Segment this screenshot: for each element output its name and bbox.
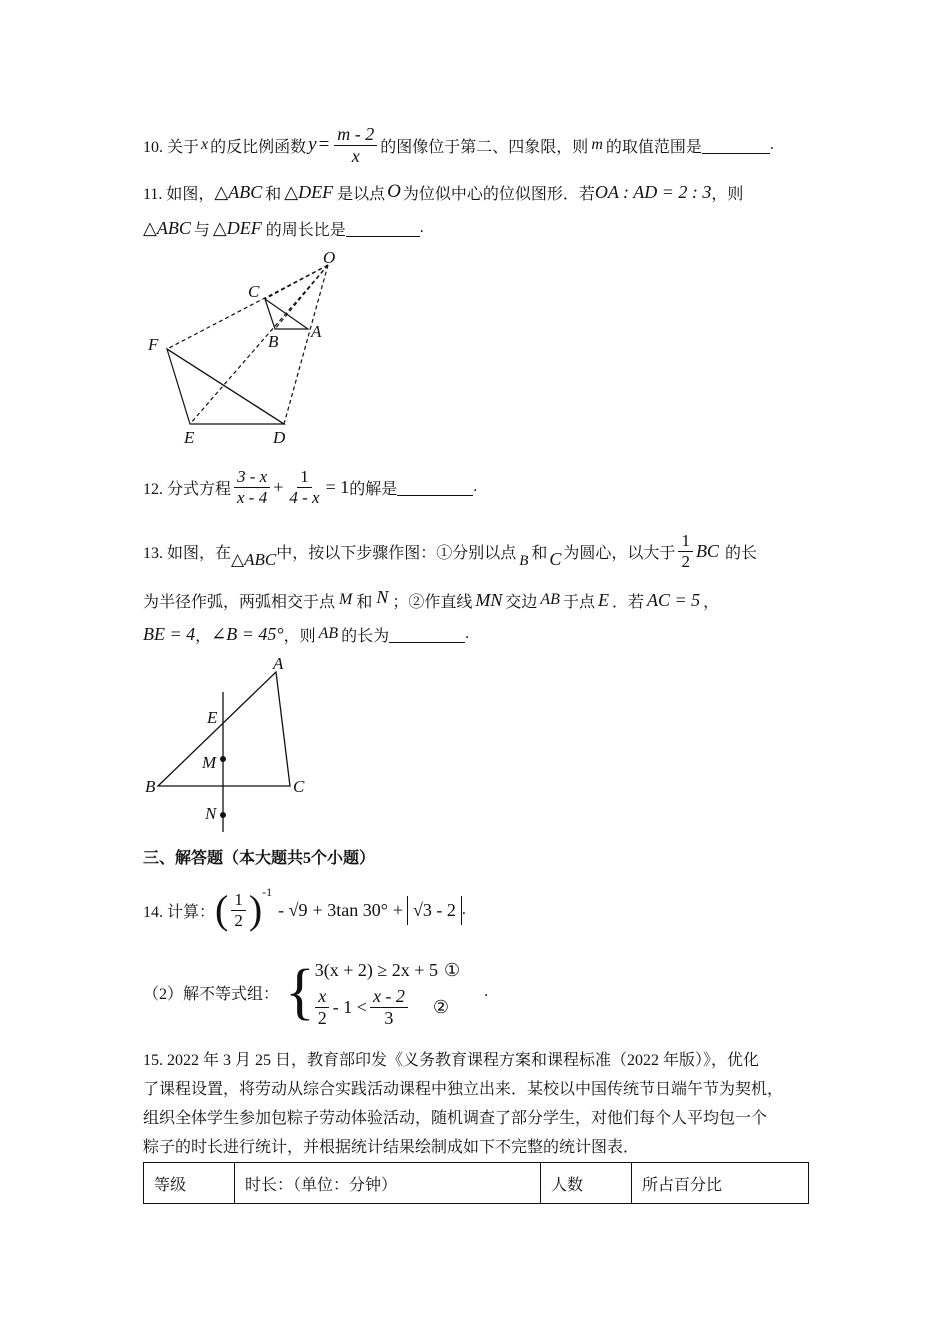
q14-end: . bbox=[461, 901, 466, 918]
label-m-13: M bbox=[202, 753, 217, 772]
q14-minus-sqrt: - √9 bbox=[278, 899, 308, 920]
q12-end: . bbox=[473, 478, 478, 495]
q13-l2-c: ；②作直线 bbox=[392, 593, 473, 611]
q14-prefix: 14. 计算： bbox=[143, 903, 216, 921]
q15-line-3: 组织全体学生参加包粽子劳动体验活动，随机调查了部分学生，对他们每个人平均包一个 bbox=[143, 1110, 768, 1127]
question-15 bbox=[143, 1046, 783, 1162]
label-c-13: C bbox=[293, 777, 305, 796]
q13-point-c: C bbox=[549, 548, 562, 569]
q11-text-c: 为位似中心的位似图形．若 bbox=[402, 185, 595, 203]
q12-fraction-2 bbox=[286, 467, 322, 507]
q11-tri-def-2: △DEF bbox=[212, 217, 262, 238]
q10-prefix: 10. 关于 bbox=[143, 138, 200, 156]
stats-table bbox=[143, 1162, 809, 1204]
q14b-mark2: ② bbox=[432, 996, 450, 1017]
q10-eq: = bbox=[318, 134, 330, 155]
q14b-prefix: （2）解不等式组： bbox=[143, 985, 280, 1003]
point-m bbox=[220, 756, 226, 762]
q14b-frac2-num: x - 2 bbox=[370, 986, 408, 1008]
q13-e: E bbox=[597, 589, 609, 610]
q14b-frac-1 bbox=[315, 986, 330, 1028]
q13-l3-f: 的长为 bbox=[341, 627, 390, 645]
q12-eq: = 1 bbox=[325, 476, 350, 497]
q10-mid1: 的反比例函数 bbox=[210, 138, 307, 156]
q10-mid2: 的图像位于第二、四象限，则 bbox=[380, 138, 589, 156]
q11-point-o: O bbox=[387, 181, 401, 202]
q12-f2-denominator: 4 - x bbox=[289, 487, 320, 507]
figure-11 bbox=[140, 245, 360, 450]
q13-m: M bbox=[339, 591, 353, 608]
q13-l2-a: 为半径作弧，两弧相交于点 bbox=[143, 593, 336, 611]
q14-plus: + bbox=[392, 899, 404, 920]
q11-answer-blank bbox=[346, 220, 420, 237]
q13-ab-2: AB bbox=[318, 625, 339, 642]
q11-prefix: 11. 如图， bbox=[143, 185, 215, 203]
q13-be: BE = 4 bbox=[143, 623, 196, 644]
question-10 bbox=[143, 120, 774, 170]
question-13-line2 bbox=[143, 586, 719, 614]
q13-text-d: 为圆心，以大于 bbox=[563, 544, 676, 562]
label-n-13: N bbox=[205, 804, 217, 823]
q13-prefix: 13. 如图，在 bbox=[143, 544, 232, 562]
label-c: C bbox=[248, 282, 260, 301]
table-header-count: 人数 bbox=[541, 1163, 632, 1204]
q14b-frac1-den: 2 bbox=[317, 1007, 327, 1028]
q13-l3-b: ， bbox=[195, 627, 212, 645]
q10-suffix: 的取值范围是 bbox=[605, 138, 702, 156]
q14-exponent: -1 bbox=[262, 884, 273, 899]
q13-text-e: 的长 bbox=[724, 544, 757, 562]
q13-l2-b: 和 bbox=[356, 593, 373, 611]
q10-var-x: x bbox=[201, 136, 209, 153]
line-o-c bbox=[265, 265, 328, 299]
label-o: O bbox=[323, 248, 336, 267]
q14b-end: . bbox=[484, 983, 489, 1000]
q14b-mid: - 1 < bbox=[332, 996, 367, 1017]
q11-ratio: OA : AD = 2 : 3 bbox=[594, 181, 712, 202]
q14-half bbox=[231, 890, 246, 930]
q12-prefix: 12. 分式方程 bbox=[143, 480, 232, 498]
question-13-line3 bbox=[143, 620, 469, 648]
question-11-line1 bbox=[143, 178, 743, 206]
table-header-duration: 时长：（单位：分钟） bbox=[235, 1163, 541, 1204]
q12-f1-denominator: x - 4 bbox=[237, 487, 268, 507]
q13-angle-b: ∠B = 45° bbox=[211, 623, 284, 644]
q13-n: N bbox=[376, 586, 389, 607]
line-o-d bbox=[284, 265, 328, 424]
label-e-13: E bbox=[207, 708, 218, 727]
q11-text-d: ，则 bbox=[711, 185, 744, 203]
q14-paren-right: ) bbox=[248, 887, 263, 932]
q13-ab: AB bbox=[540, 591, 560, 608]
triangle-abc bbox=[265, 299, 308, 329]
q13-end: . bbox=[465, 625, 470, 642]
line-o-b bbox=[275, 265, 328, 329]
segment-fd bbox=[167, 349, 284, 424]
q13-l2-e: 于点 bbox=[562, 593, 595, 611]
q12-f1-numerator: 3 - x bbox=[234, 467, 270, 488]
q10-answer-blank bbox=[702, 137, 770, 154]
question-14 bbox=[143, 880, 466, 940]
q14-abs bbox=[407, 896, 462, 925]
q14b-frac2-den: 3 bbox=[384, 1007, 394, 1028]
q14b-row-2 bbox=[315, 986, 460, 1028]
q10-var-m: m bbox=[591, 136, 603, 153]
q10-end: . bbox=[769, 136, 774, 153]
q15-line-2: 了课程设置，将劳动从综合实践活动课程中独立出来．某校以中国传统节日端午节为契机， bbox=[143, 1081, 784, 1098]
label-a-13: A bbox=[273, 654, 284, 673]
q10-numerator: m - 2 bbox=[334, 124, 377, 146]
q11-tri-abc: △ABC bbox=[214, 181, 263, 202]
q14b-frac-2 bbox=[370, 986, 408, 1028]
question-13-line1 bbox=[143, 526, 757, 576]
q14-paren-left: ( bbox=[215, 887, 229, 932]
q13-half-num: 1 bbox=[678, 531, 693, 552]
q10-fraction bbox=[334, 124, 377, 166]
table-header-grade: 等级 bbox=[144, 1163, 235, 1204]
q12-plus: + bbox=[273, 476, 284, 497]
q14-abs-content: √3 - 2 bbox=[413, 899, 456, 920]
q11-text-b: 是以点 bbox=[337, 185, 386, 203]
q12-fraction-1 bbox=[234, 467, 270, 507]
q13-l2-d: 交边 bbox=[505, 593, 538, 611]
q10-denominator: x bbox=[351, 145, 360, 166]
q14-half-num: 1 bbox=[231, 890, 246, 911]
label-f: F bbox=[148, 335, 159, 354]
q13-point-b: B bbox=[519, 552, 529, 569]
table-header-row bbox=[144, 1163, 809, 1204]
label-b-13: B bbox=[145, 777, 156, 796]
q13-half-den: 2 bbox=[681, 551, 690, 571]
q12-suffix: 的解是 bbox=[349, 480, 398, 498]
label-b: B bbox=[268, 332, 279, 351]
q13-mn: MN bbox=[475, 589, 503, 610]
q13-text-b: 中，按以下步骤作图：①分别以点 bbox=[276, 544, 517, 562]
q11-tri-abc-2: △ABC bbox=[143, 217, 191, 238]
q13-l2-f: ．若 bbox=[611, 593, 644, 611]
q13-l2-g: ， bbox=[703, 593, 720, 611]
q14-half-den: 2 bbox=[234, 910, 243, 930]
q13-half bbox=[678, 531, 693, 571]
q14-plus-tan: + 3tan 30° bbox=[312, 899, 388, 920]
q13-bc: BC bbox=[695, 540, 719, 561]
q11-tri-def: △DEF bbox=[284, 181, 334, 202]
point-n bbox=[220, 812, 226, 818]
q13-l3-d: ，则 bbox=[283, 627, 316, 645]
q12-answer-blank bbox=[397, 479, 473, 496]
label-d: D bbox=[273, 428, 286, 447]
q11-with: 与 bbox=[193, 221, 210, 239]
figure-13 bbox=[140, 652, 320, 837]
q11-text-end: 的周长比是 bbox=[265, 221, 346, 239]
q14b-row-1 bbox=[315, 956, 460, 986]
q11-and: 和 bbox=[265, 185, 282, 203]
question-14b bbox=[143, 950, 488, 1034]
question-12 bbox=[143, 462, 477, 512]
q10-y: y bbox=[308, 134, 317, 155]
line-o-f bbox=[167, 265, 328, 349]
q13-ac: AC = 5 bbox=[646, 589, 701, 610]
q14b-brace: { bbox=[285, 958, 315, 1026]
q13-tri-abc: △ABC bbox=[231, 550, 277, 569]
question-11-line2 bbox=[143, 214, 424, 242]
q15-line-4: 粽子的时长进行统计，并根据统计结果绘制成如下不完整的统计图表． bbox=[143, 1139, 640, 1156]
table-header-percent: 所占百分比 bbox=[632, 1163, 809, 1204]
q12-f2-numerator: 1 bbox=[297, 467, 312, 488]
q14b-mark1: ① bbox=[443, 960, 461, 981]
section-3-title: 三、解答题（本大题共5个小题） bbox=[143, 850, 376, 867]
label-a: A bbox=[311, 322, 322, 341]
q14b-ineq1: 3(x + 2) ≥ 2x + 5 bbox=[314, 960, 438, 981]
q13-and: 和 bbox=[531, 544, 548, 562]
q13-answer-blank bbox=[389, 626, 465, 643]
triangle-abc-13 bbox=[158, 672, 290, 786]
q14b-frac1-num: x bbox=[315, 986, 329, 1008]
q15-line-1: 15. 2022 年 3 月 25 日，教育部印发《义务教育课程方案和课程标准（2022 年版）》，优化 bbox=[143, 1052, 760, 1069]
q14b-system bbox=[315, 956, 460, 1028]
q11-end: . bbox=[419, 219, 424, 236]
label-e: E bbox=[184, 428, 195, 447]
